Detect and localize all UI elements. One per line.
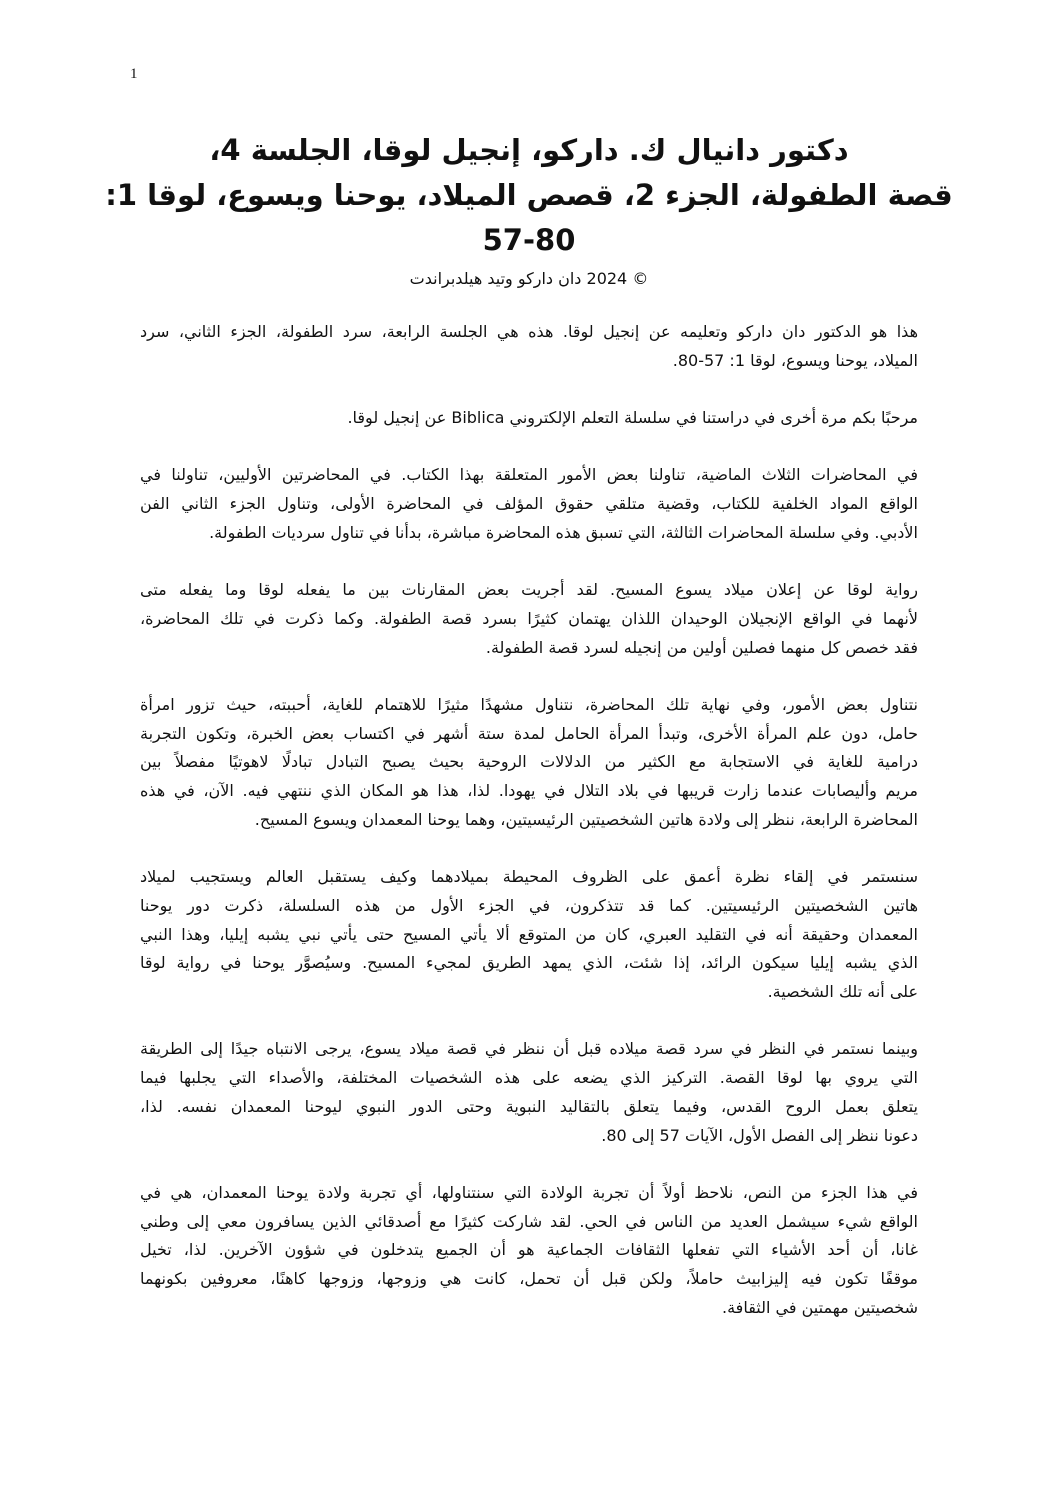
paragraph (140, 1035, 918, 1150)
text-line: الواقع شيء سيشمل العديد من الناس في الحي. لقد شاركت كثيرًا مع أصدقائي الذين يسافرون معي إلى وطني (140, 1211, 918, 1231)
text-line: شخصيتين مهمتين في الثقافة. (722, 1297, 918, 1317)
title-line: 57-80 (482, 223, 576, 257)
text-line: الميلاد، يوحنا ويسوع، لوقا 1: 57-80. (672, 350, 918, 370)
text-line: رواية لوقا عن إعلان ميلاد يسوع المسيح. لقد أجريت بعض المقارنات بين ما يفعله لوقا وما يفعله متى (140, 580, 918, 600)
text-line: غانا، أن أحد الأشياء التي تفعلها الثقافات الجماعية هو أن الجميع يتدخلون في شؤون الآخرين. لذا، تخيل (140, 1240, 918, 1260)
title-line: دكتور دانيال ك. داركو، إنجيل لوقا، الجلسة 4، (209, 133, 849, 167)
text-line: درامية للغاية في الاستجابة مع الكثير من الدلالات الروحية بحيث يصبح التبادل تبادلًا لاهوتيًا مفصلاً بين (140, 752, 918, 772)
paragraph (140, 461, 918, 547)
text-line: وبينما نستمر في النظر في سرد قصة ميلاده قبل أن ننظر في قصة ميلاد يسوع، يرجى الانتباه جيدًا إلى الطريقة (140, 1039, 918, 1059)
text-line: التي يروي بها لوقا القصة. التركيز الذي يضعه على هذه الشخصيات المختلفة، والأصداء التي يجلبها فيما (140, 1068, 918, 1088)
text-line: سنستمر في إلقاء نظرة أعمق على الظروف المحيطة بميلادهما وكيف يستقبل العالم ويستجيب لميلاد (140, 867, 918, 887)
copyright-line: © 2024 دان داركو وتيد هيلدبراندت (409, 269, 649, 288)
text-line: لأنهما في الواقع الإنجيلان الوحيدان اللذان يهتمان كثيرًا بسرد قصة الطفولة. وكما ذكرت في تلك المحاضرة، (140, 608, 918, 628)
text-line: الأدبي. وفي سلسلة المحاضرات الثالثة، التي تسبق هذه المحاضرة مباشرة، بدأنا في تناول سرديات الطفولة. (209, 522, 918, 542)
text-line: المعمدان وحقيقة أنه في التقليد العبري، كان من المتوقع ألا يأتي المسيح حتى يأتي نبي يشبه إيليا، وهذا النبي (140, 924, 918, 944)
text-line: هذا هو الدكتور دان داركو وتعليمه عن إنجيل لوقا. هذه هي الجلسة الرابعة، سرد الطفولة، الجزء الثاني، سرد (140, 322, 918, 341)
text-line: في المحاضرات الثلاث الماضية، تناولنا بعض الأمور المتعلقة بهذا الكتاب. في المحاضرتين الأوليين، تناولنا في (140, 465, 918, 485)
text-line: مرحبًا بكم مرة أخرى في دراستنا في سلسلة التعلم الإلكتروني Biblica عن إنجيل لوقا. (347, 408, 918, 428)
text-line: الذي يشبه إيليا سيكون الرائد، إذا شئت، الذي يمهد الطريق لمجيء المسيح. وسيُصوَّر يوحنا في رواية لوقا (140, 953, 918, 973)
document-title (100, 128, 958, 263)
text-line: حامل، دون علم المرأة الأخرى، وتبدأ المرأة الحامل لمدة ستة أشهر في اكتساب بعض الخبرة، وتكون التجربة (140, 723, 918, 743)
text-line: يتعلق بعمل الروح القدس، وفيما يتعلق بالتقاليد النبوية وحتى الدور النبوي ليوحنا المعمدان نفسه. لذا، (140, 1096, 918, 1116)
text-line: على أنه تلك الشخصية. (767, 982, 918, 1002)
text-line: دعونا ننظر إلى الفصل الأول، الآيات 57 إلى 80. (601, 1125, 918, 1145)
text-line: المحاضرة الرابعة، ننظر إلى ولادة هاتين الشخصيتين الرئيسيتين، وهما يوحنا المعمدان ويسوع المسيح. (254, 809, 918, 829)
paragraph (140, 1179, 918, 1323)
paragraph (140, 404, 918, 433)
text-line: هاتين الشخصيتين الرئيسيتين. كما قد تتذكرون، في الجزء الأول من هذه السلسلة، ذكرت دور يوحنا (140, 895, 918, 915)
page-number: 1 (130, 66, 138, 82)
document-body (140, 318, 918, 1351)
paragraph (140, 318, 918, 375)
text-line: مريم وأليصابات عندما زارت قريبها في بلاد التلال في يهودا. لذا، هذا هو المكان الذي ننتهي فيه. الآن، في هذه (140, 781, 918, 801)
text-line: موقفًا تكون فيه إليزابيث حاملاً، ولكن قبل أن تحمل، كانت هي وزوجها، وزوجها كاهنًا، معروفين بكونهما (140, 1269, 918, 1289)
text-line: فقد خصص كل منهما فصلين أولين من إنجيله لسرد قصة الطفولة. (485, 637, 918, 657)
paragraph (140, 863, 918, 1007)
text-line: في هذا الجزء من النص، نلاحظ أولاً أن تجربة الولادة التي سنتناولها، أي تجربة ولادة يوحنا المعمدان، هي في (140, 1182, 918, 1202)
title-line: قصة الطفولة، الجزء 2، قصص الميلاد، يوحنا ويسوع، لوقا 1: (105, 178, 953, 212)
paragraph (140, 576, 918, 662)
paragraph (140, 691, 918, 835)
text-line: الواقع المواد الخلفية للكتاب، وقضية متلقي حقوق المؤلف في المحاضرة الأولى، وتناول الجزء الثاني الفن (140, 494, 918, 514)
text-line: نتناول بعض الأمور، وفي نهاية تلك المحاضرة، نتناول مشهدًا مثيرًا للاهتمام للغاية، أحببته، حيث تزور امرأة (140, 695, 918, 715)
